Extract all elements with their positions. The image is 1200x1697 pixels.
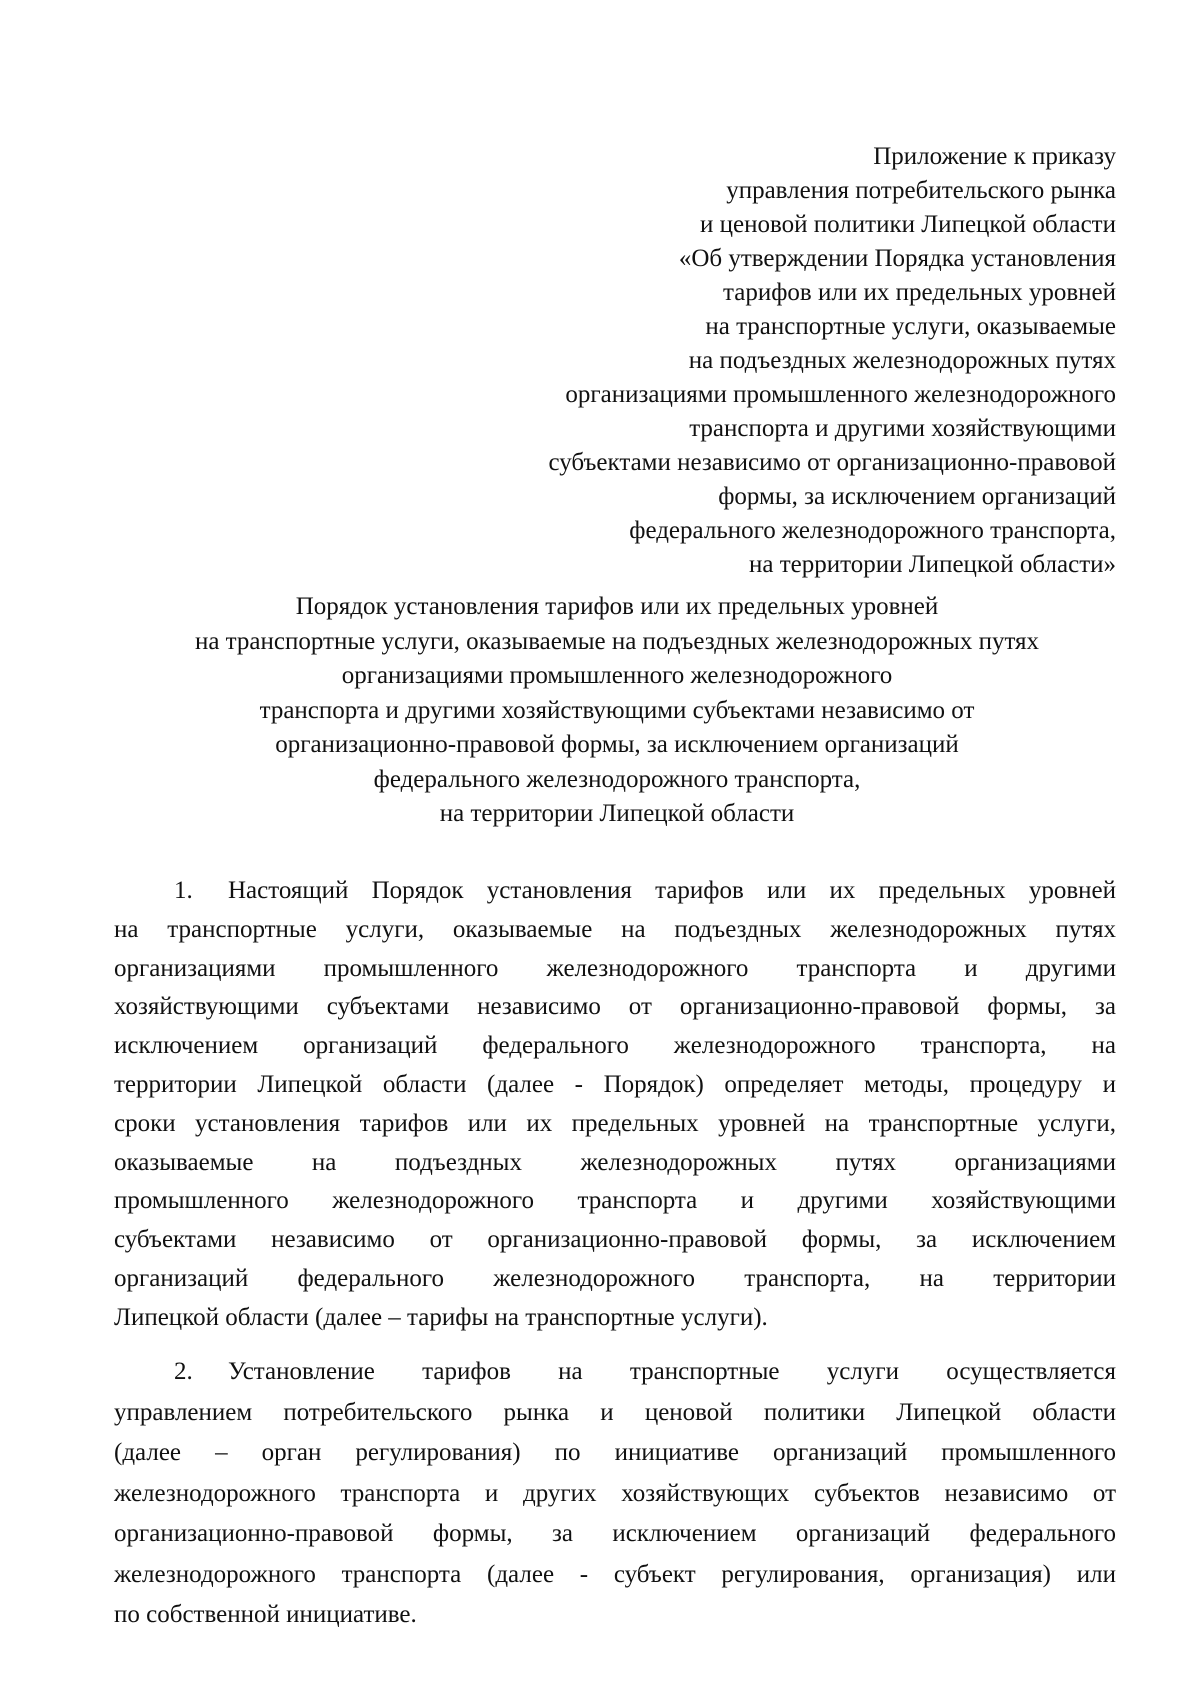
appendix-line: тарифов или их предельных уровней (723, 279, 1116, 306)
paragraph-2 (114, 1352, 1116, 1636)
paragraph-line: железнодорожного транспорта (далее - субъект регулирования, организация) или (114, 1560, 1116, 1588)
appendix-line: субъектами независимо от организационно-правовой (548, 449, 1116, 476)
appendix-line: «Об утверждении Порядка установления (678, 245, 1116, 272)
paragraph-line: организационно-правовой формы, за исключением организаций федерального (114, 1520, 1116, 1547)
paragraph-line: исключением организаций федерального железнодорожного транспорта, на (114, 1032, 1116, 1060)
appendix-line: и ценовой политики Липецкой области (700, 211, 1116, 238)
appendix-line: на подъездных железнодорожных путях (688, 347, 1116, 374)
paragraph-text: Установление тарифов на транспортные услуги осуществляется (228, 1358, 1116, 1385)
paragraph-line: промышленного железнодорожного транспорта и другими хозяйствующими (114, 1187, 1116, 1215)
appendix-line: на транспортные услуги, оказываемые (705, 313, 1116, 340)
appendix-line: транспорта и другими хозяйствующими (689, 415, 1116, 442)
paragraph-number: 2. (174, 1358, 193, 1385)
paragraph-line: субъектами независимо от организационно-правовой формы, за исключением (114, 1226, 1116, 1254)
appendix-line: управления потребительского рынка (726, 177, 1116, 204)
appendix-line: федерального железнодорожного транспорта, (629, 517, 1116, 544)
paragraph-number: 1. (174, 877, 193, 904)
paragraph-line: хозяйствующими субъектами независимо от организационно-правовой формы, за (114, 993, 1116, 1021)
title-line: организационно-правовой формы, за исключением организаций (275, 731, 959, 758)
paragraph-line: по собственной инициативе. (114, 1601, 417, 1628)
appendix-line: организациями промышленного железнодорожного (565, 381, 1116, 408)
title-line: Порядок установления тарифов или их предельных уровней (295, 593, 939, 620)
title-line: на территории Липецкой области (439, 800, 795, 827)
paragraph-line: (далее – орган регулирования) по инициативе организаций промышленного (114, 1439, 1116, 1466)
paragraph-line: территории Липецкой области (далее - Порядок) определяет методы, процедуру и (114, 1070, 1116, 1098)
appendix-line: на территории Липецкой области» (749, 551, 1116, 578)
title-line: организациями промышленного железнодорожного (341, 662, 893, 689)
paragraph-line: сроки установления тарифов или их предельных уровней на транспортные услуги, (114, 1109, 1116, 1137)
title-line: на транспортные услуги, оказываемые на подъездных железнодорожных путях (194, 627, 1040, 655)
paragraph-line: управлением потребительского рынка и ценовой политики Липецкой области (114, 1398, 1116, 1426)
paragraph-line: оказываемые на подъездных железнодорожных путях организациями (114, 1148, 1116, 1176)
paragraph-line: организациями промышленного железнодорожного транспорта и другими (114, 954, 1116, 982)
document-title (0, 590, 1200, 832)
paragraph-line: железнодорожного транспорта и других хозяйствующих субъектов независимо от (114, 1479, 1116, 1507)
title-line: федерального железнодорожного транспорта, (373, 765, 861, 793)
title-line: транспорта и другими хозяйствующими субъектами независимо от (259, 696, 975, 724)
appendix-header (356, 140, 1116, 582)
appendix-line: формы, за исключением организаций (718, 483, 1116, 510)
paragraph-line: на транспортные услуги, оказываемые на подъездных железнодорожных путях (114, 915, 1116, 943)
paragraph-line: организаций федерального железнодорожного транспорта, на территории (114, 1264, 1116, 1292)
paragraph-line: Липецкой области (далее – тарифы на транспортные услуги). (114, 1303, 768, 1331)
appendix-line: Приложение к приказу (873, 143, 1116, 170)
paragraph-text: Настоящий Порядок установления тарифов или их предельных уровней (228, 877, 1116, 904)
paragraph-1 (114, 872, 1116, 1338)
paragraph-line (114, 872, 1116, 911)
paragraph-line (114, 1352, 1116, 1393)
